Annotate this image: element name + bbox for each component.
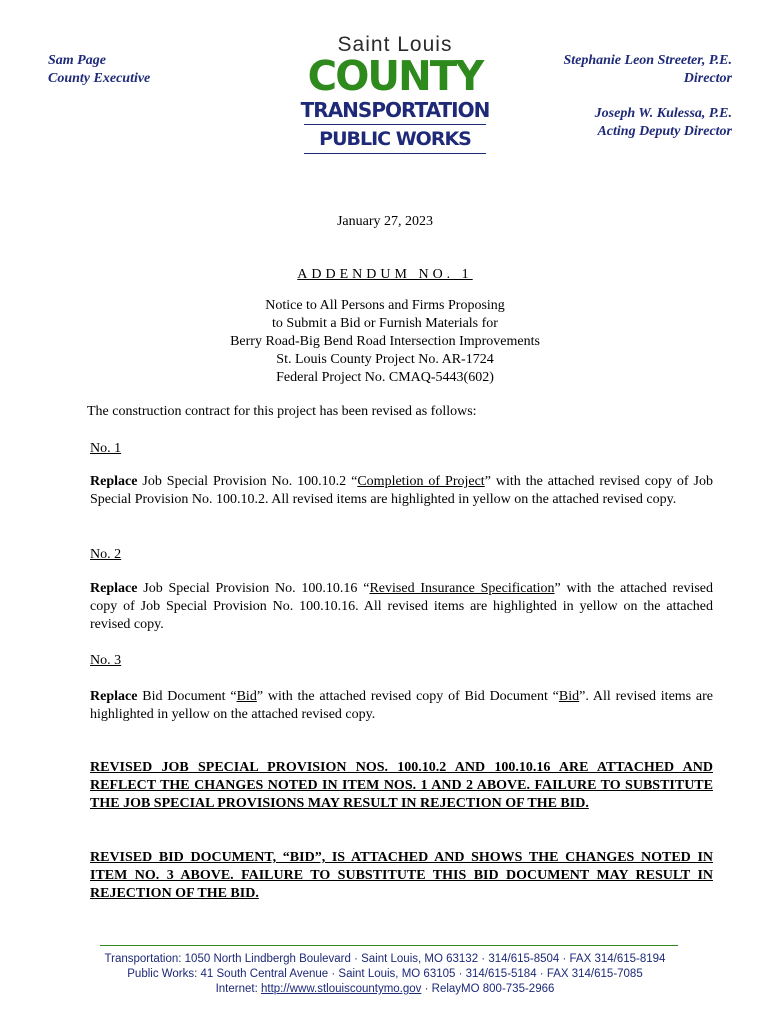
director-name: Stephanie Leon Streeter, P.E.: [563, 53, 732, 68]
county-executive-block: [48, 52, 150, 88]
completion-of-project-link: Completion of Project: [357, 474, 485, 489]
bid-link: Bid: [236, 689, 257, 704]
item-1-label: No. 1: [90, 441, 122, 456]
notice-line: Notice to All Persons and Firms Proposing: [265, 298, 505, 313]
logo-divider-bottom: [304, 153, 486, 154]
warning-job-special-provisions: REVISED JOB SPECIAL PROVISION NOS. 100.10.2 AND 100.10.16 ARE ATTACHED AND REFLECT THE CHANGES NOTED IN ITEM NOS. 1 AND 2 ABOVE. FAILURE TO SUBSTITUTE THE JOB SPECIAL PROVISIONS MAY RESULT IN REJECTION OF THE BID.: [90, 760, 713, 811]
logo-transportation: TRANSPORTATION: [300, 98, 490, 122]
county-executive-name: Sam Page: [48, 53, 106, 68]
logo-public-works: PUBLIC WORKS: [319, 128, 471, 150]
footer-divider: [100, 945, 678, 946]
st-louis-county-logo: [300, 34, 490, 158]
item-2-label: No. 2: [90, 547, 122, 562]
intro-text: The construction contract for this project has been revised as follows:: [87, 404, 477, 419]
warning-bid-document: REVISED BID DOCUMENT, “BID”, IS ATTACHED AND SHOWS THE CHANGES NOTED IN ITEM NO. 3 ABOVE. FAILURE TO SUBSTITUTE THIS BID DOCUMENT MAY RESULT IN REJECTION OF THE BID.: [90, 850, 713, 901]
item-2-paragraph: Replace Job Special Provision No. 100.10.16 “Revised Insurance Specification” with the attached revised copy of Job Special Provision No. 100.10.16. All revised items are highlighted in yellow on the attached revised copy.: [90, 581, 713, 632]
deputy-director-title: Acting Deputy Director: [597, 124, 732, 139]
logo-divider: [304, 124, 486, 125]
logo-saint-louis: Saint Louis: [337, 33, 453, 56]
revised-insurance-specification-link: Revised Insurance Specification: [369, 581, 555, 596]
director-title: Director: [683, 71, 732, 86]
notice-line: Berry Road-Big Bend Road Intersection Improvements: [230, 334, 540, 349]
logo-county: COUNTY: [307, 52, 483, 100]
directors-block: [563, 52, 732, 141]
footer-contact: [0, 952, 770, 997]
deputy-director-name: Joseph W. Kulessa, P.E.: [594, 106, 732, 121]
bid-link: Bid: [558, 689, 580, 704]
county-executive-title: County Executive: [48, 71, 151, 86]
notice-line: St. Louis County Project No. AR-1724: [276, 352, 494, 367]
addendum-title: ADDENDUM NO. 1: [297, 267, 473, 282]
item-3-label: No. 3: [90, 653, 122, 668]
document-date: January 27, 2023: [336, 214, 434, 229]
footer-internet-line: Internet: http://www.stlouiscountymo.gov · RelayMO 800-735-2966: [215, 983, 555, 995]
item-3-paragraph: Replace Bid Document “Bid” with the attached revised copy of Bid Document “Bid”. All revised items are highlighted in yellow on the attached revised copy.: [90, 689, 714, 722]
notice-block: [0, 297, 770, 387]
footer-transportation-address: Transportation: 1050 North Lindbergh Boulevard · Saint Louis, MO 63132 · 314/615-8504 · FAX 314/615-8194: [104, 953, 666, 965]
notice-line: Federal Project No. CMAQ-5443(602): [276, 370, 494, 385]
notice-line: to Submit a Bid or Furnish Materials for: [272, 316, 498, 331]
county-website-link[interactable]: http://www.stlouiscountymo.gov: [260, 983, 422, 995]
item-1-paragraph: Replace Job Special Provision No. 100.10.2 “Completion of Project” with the attached revised copy of Job Special Provision No. 100.10.2. All revised items are highlighted in yellow on the attached revised copy.: [90, 474, 714, 507]
footer-public-works-address: Public Works: 41 South Central Avenue · Saint Louis, MO 63105 · 314/615-5184 · FAX 314/615-7085: [127, 968, 643, 980]
